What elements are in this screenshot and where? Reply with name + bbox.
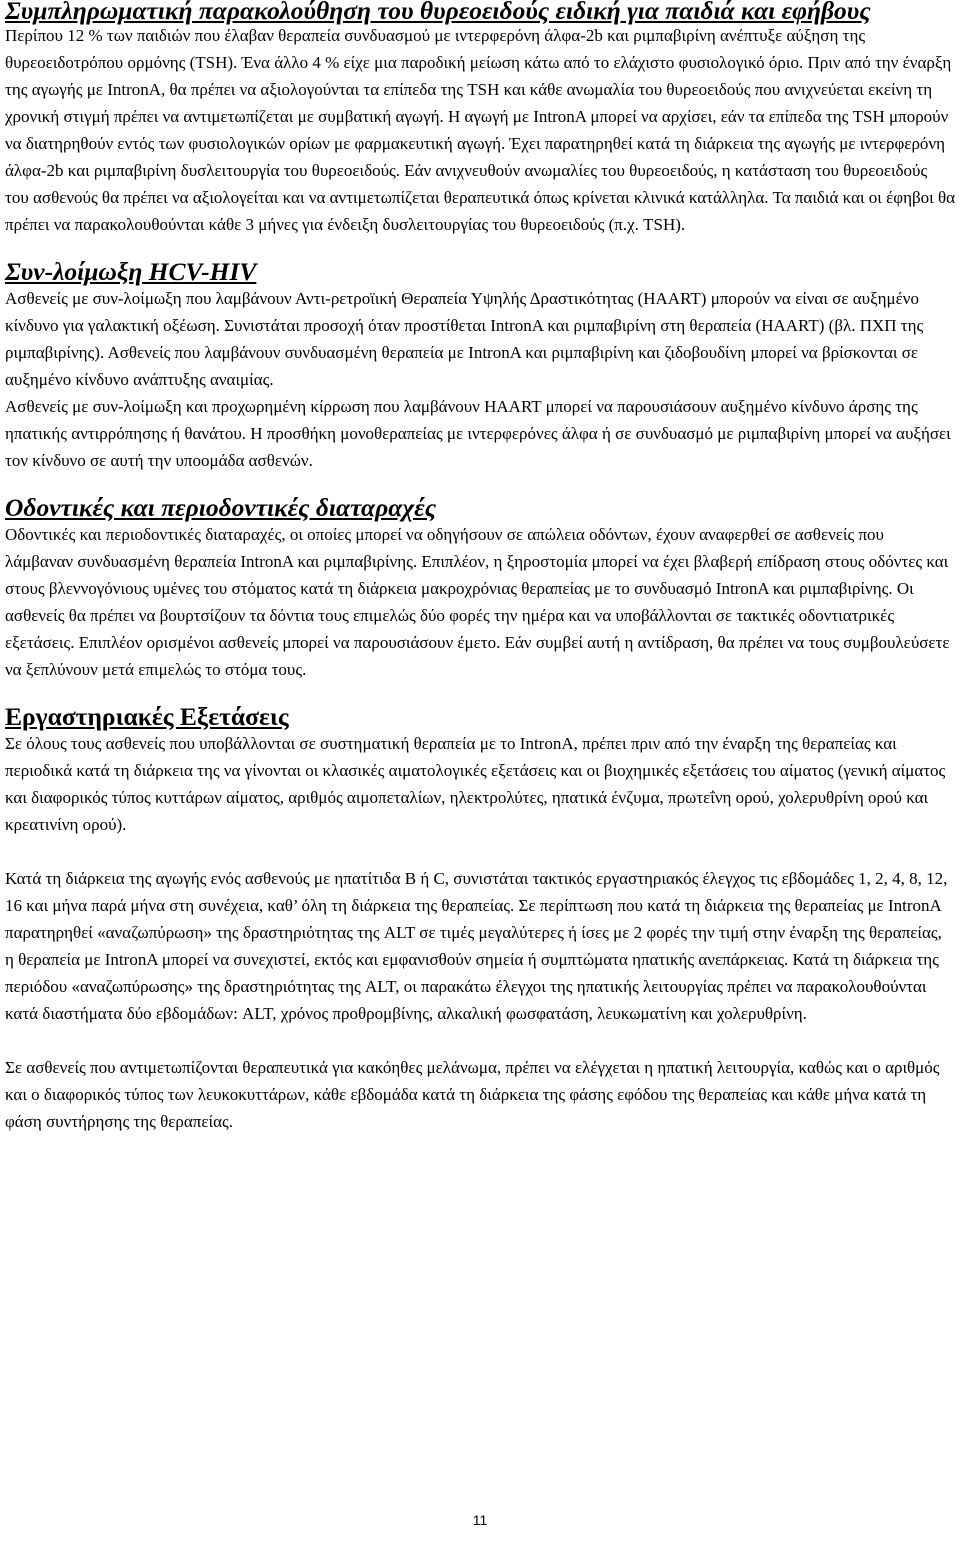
page-number: 11 <box>472 1512 488 1528</box>
spacer <box>5 474 955 494</box>
document-page <box>5 0 955 1135</box>
paragraph-dental-1: Οδοντικές και περιοδοντικές διαταραχές, οι οποίες μπορεί να οδηγήσουν σε απώλεια οδόντων, έχουν αναφερθεί σε ασθενείς που λάμβαναν συνδυασμένη θεραπεία IntronA και ριμπαβιρίνης. Επιπλέον, η ξηροστομία μπορεί να έχει βλαβερή επίδραση στους οδόντες και στους βλεννογόνιους υμένες του στόματος κατά τη διάρκεια μακροχρόνιας θεραπείας με το συνδυασμό IntronA και ριμπαβιρίνης. Οι ασθενείς θα πρέπει να βουρτσίζουν τα δόντια τους επιμελώς δύο φορές την ημέρα και να υποβάλλονται σε τακτικές οδοντιατρικές εξετάσεις. Επιπλέον ορισμένοι ασθενείς μπορεί να παρουσιάσουν έμετο. Εάν συμβεί αυτή η αντίδραση, θα πρέπει να τους συμβουλεύσετε να ξεπλύνουν μετά επιμελώς το στόμα τους. <box>5 525 950 679</box>
section-dental <box>5 494 955 683</box>
section-heading-lab: Εργαστηριακές Εξετάσεις <box>5 702 289 731</box>
section-lab <box>5 703 955 1135</box>
spacer <box>5 238 955 258</box>
spacer <box>5 683 955 703</box>
section-hcv-hiv <box>5 258 955 474</box>
spacer <box>5 1027 955 1054</box>
section-heading-hcv-hiv: Συν-λοίμωξη HCV-HIV <box>5 257 257 286</box>
spacer <box>5 838 955 865</box>
paragraph-lab-2: Κατά τη διάρκεια της αγωγής ενός ασθενούς με ηπατίτιδα B ή C, συνιστάται τακτικός εργαστηριακός έλεγχος τις εβδομάδες 1, 2, 4, 8, 12, 16 και μήνα παρά μήνα στη συνέχεια, καθ’ όλη τη διάρκεια της θεραπείας. Σε περίπτωση που κατά τη διάρκεια της θεραπείας με IntronA παρατηρηθεί «αναζωπύρωση» της δραστηριότητας της ALT σε τιμές μεγαλύτερες ή ίσες με 2 φορές την τιμή στην έναρξη της θεραπείας, η θεραπεία με IntronA μπορεί να συνεχιστεί, εκτός και εμφανισθούν σημεία ή συμπτώματα ηπατικής ανεπάρκειας. Κατά τη διάρκεια της περιόδου «αναζωπύρωσης» της δραστηριότητας της ALT, οι παρακάτω έλεγχοι της ηπατικής λειτουργίας πρέπει να παρακολουθούνται κατά διαστήματα δύο εβδομάδων: ALT, χρόνος προθρομβίνης, αλκαλική φωσφατάση, λευκωματίνη και χολερυθρίνη. <box>5 869 948 1023</box>
paragraph-thyroid-1: Περίπου 12 % των παιδιών που έλαβαν θεραπεία συνδυασμού με ιντερφερόνη άλφα-2b και ριμπαβιρίνη ανέπτυξε αύξηση της θυρεοειδοτρόπου ορμόνης (TSH). Ένα άλλο 4 % είχε μια παροδική μείωση κάτω από το ελάχιστο φυσιολογικό όριο. Πριν από την έναρξη της αγωγής με IntronA, θα πρέπει να αξιολογούνται τα επίπεδα της TSH και κάθε ανωμαλία του θυρεοειδούς που ανιχνεύεται εκείνη τη χρονική στιγμή πρέπει να αντιμετωπίζεται με συμβατική αγωγή. Η αγωγή με IntronA μπορεί να αρχίσει, εάν τα επίπεδα της TSH μπορούν να διατηρηθούν εντός των φυσιολογικών ορίων με φαρμακευτική αγωγή. Έχει παρατηρηθεί κατά τη διάρκεια της αγωγής με ιντερφερόνη άλφα-2b και ριμπαβιρίνη δυσλειτουργία του θυρεοειδούς. Εάν ανιχνευθούν ανωμαλίες του θυρεοειδούς, η κατάσταση του θυρεοειδούς του ασθενούς θα πρέπει να αξιολογείται και να αντιμετωπίζεται θεραπευτικά όπως κρίνεται κλινικά κατάλληλα. Τα παιδιά και οι έφηβοι θα πρέπει να παρακολουθούνται κάθε 3 μήνες για ένδειξη δυσλειτουργίας του θυρεοειδούς (π.χ. TSH). <box>5 26 955 234</box>
paragraph-lab-1: Σε όλους τους ασθενείς που υποβάλλονται σε συστηματική θεραπεία με το IntronA, πρέπει πριν από την έναρξη της θεραπείας και περιοδικά κατά τη διάρκεια της να γίνονται οι κλασικές αιματολογικές εξετάσεις και οι βιοχημικές εξετάσεις του αίματος (γενική αίματος και διαφορικός τύπος κυττάρων αίματος, αριθμός αιμοπεταλίων, ηλεκτρολύτες, ηπατικά ένζυμα, πρωτεΐνη ορού, χολερυθρίνη ορού και κρεατινίνη ορού). <box>5 734 946 834</box>
paragraph-hcv-hiv-1: Ασθενείς με συν-λοίμωξη που λαμβάνουν Αντι-ρετροϊική Θεραπεία Υψηλής Δραστικότητας (HAART) μπορούν να είναι σε αυξημένο κίνδυνο για γαλακτική οξέωση. Συνιστάται προσοχή όταν προστίθεται IntronA και ριμπαβιρίνη στη θεραπεία (HAART) (βλ. ΠΧΠ της ριμπαβιρίνης). Ασθενείς που λαμβάνουν συνδυασμένη θεραπεία με IntronA και ριμπαβιρίνη και ζιδοβουδίνη μπορεί να βρίσκονται σε αυξημένο κίνδυνο ανάπτυξης αναιμίας. <box>5 289 924 389</box>
section-heading-thyroid: Συμπληρωματική παρακολούθηση του θυρεοειδούς ειδική για παιδιά και εφήβους <box>5 0 871 25</box>
section-thyroid <box>5 0 955 238</box>
paragraph-hcv-hiv-2: Ασθενείς με συν-λοίμωξη και προχωρημένη κίρρωση που λαμβάνουν HAART μπορεί να παρουσιάσουν αυξημένο κίνδυνο άρσης της ηπατικής αντιρρόπησης ή θανάτου. Η προσθήκη μονοθεραπείας με ιντερφερόνες άλφα ή σε συνδυασμό με ριμπαβιρίνη μπορεί να αυξήσει τον κίνδυνο σε αυτή την υποομάδα ασθενών. <box>5 397 951 470</box>
section-heading-dental: Οδοντικές και περιοδοντικές διαταραχές <box>5 493 437 522</box>
paragraph-lab-3: Σε ασθενείς που αντιμετωπίζονται θεραπευτικά για κακόηθες μελάνωμα, πρέπει να ελέγχεται η ηπατική λειτουργία, καθώς και ο αριθμός και ο διαφορικός τύπος των λευκοκυττάρων, κάθε εβδομάδα κατά τη διάρκεια της φάσης εφόδου της θεραπείας και κάθε μήνα κατά τη φάση συντήρησης της θεραπείας. <box>5 1058 940 1131</box>
